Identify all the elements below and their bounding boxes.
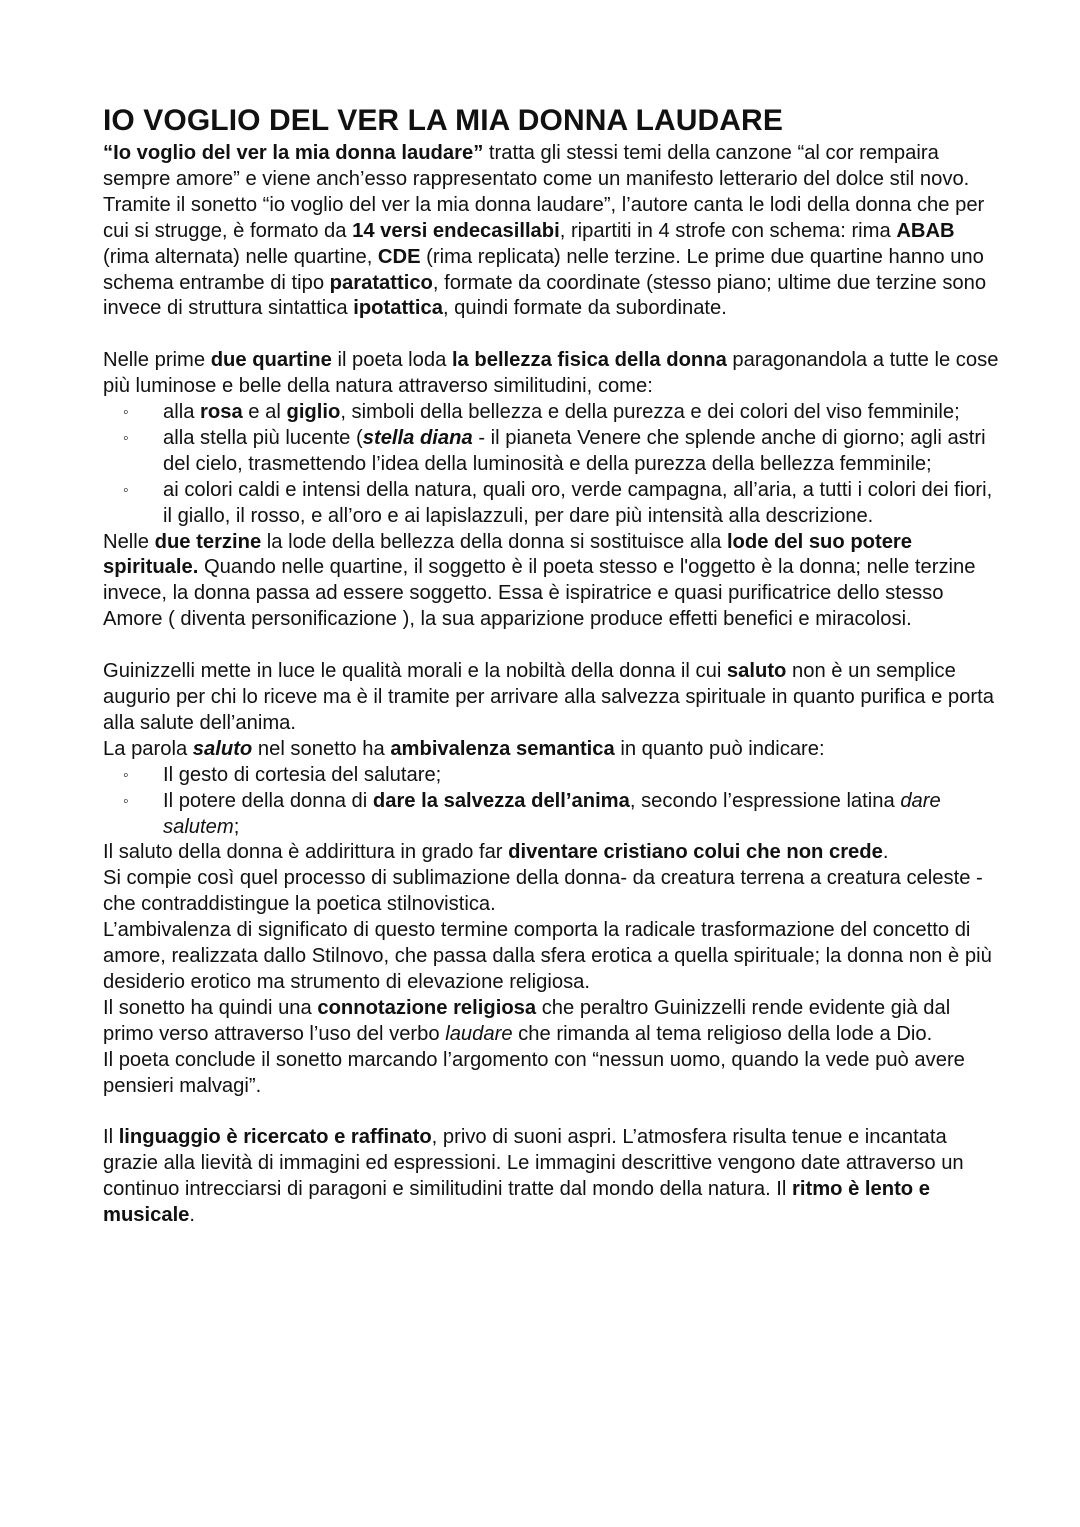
intro-paragraph-2: Tramite il sonetto “io voglio del ver la mia donna laudare”, l’autore canta le lodi della donna che per cui si strugge, è formato da 14 versi endecasillabi, ripartiti in 4 strofe con schema: rima ABAB (rima alternata) nelle quartine, CDE (rima replicata) nelle terzine. Le prime due quartine hanno uno schema entrambe di tipo paratattico, formate da coordinate (stesso piano; ultime due terzine sono invece di struttura sintattica ipotattica, quindi formate da subordinate. bbox=[103, 193, 987, 320]
terzine-paragraph: Nelle due terzine la lode della bellezza della donna si sostituisce alla lode del suo potere spirituale. Quando nelle quartine, il soggetto è il poeta stesso e l'oggetto è la donna; nelle terzine invece, la donna passa ad essere soggetto. Essa è ispiratrice e quasi purificatrice dello stesso Amore ( diventa personificazione ), la sua apparizione produce effetti benefici e miracolosi. bbox=[103, 530, 976, 631]
bullet-icon: ◦ bbox=[123, 481, 129, 499]
list-item: ◦ ai colori caldi e intensi della natura, quali oro, verde campagna, all’aria, a tutti i colori dei fiori, il giallo, il rosso, e all’oro e ai lapislazzuli, per dare più intensità alla descrizione. bbox=[123, 478, 993, 527]
quartine-list bbox=[103, 400, 1003, 530]
page-title: IO VOGLIO DEL VER LA MIA DONNA LAUDARE bbox=[103, 104, 783, 137]
bullet-icon: ◦ bbox=[123, 766, 129, 784]
saluto-paragraph-2: La parola saluto nel sonetto ha ambivalenza semantica in quanto può indicare: bbox=[103, 737, 825, 760]
bullet-icon: ◦ bbox=[123, 792, 129, 810]
list-item: ◦ Il gesto di cortesia del salutare; bbox=[103, 763, 1003, 789]
saluto-paragraph-7: Il poeta conclude il sonetto marcando l’argomento con “nessun uomo, quando la vede può avere pensieri malvagi”. bbox=[103, 1048, 965, 1097]
paragraph-spacer bbox=[103, 322, 1003, 348]
saluto-paragraph-5: L’ambivalenza di significato di questo termine comporta la radicale trasformazione del concetto di amore, realizzata dallo Stilnovo, che passa dalla sfera erotica a quella spirituale; la donna non è più desiderio erotico ma strumento di elevazione religiosa. bbox=[103, 919, 992, 993]
bullet-icon: ◦ bbox=[123, 404, 129, 422]
saluto-list bbox=[103, 763, 1003, 841]
saluto-paragraph-6: Il sonetto ha quindi una connotazione religiosa che peraltro Guinizzelli rende evidente già dal primo verso attraverso l’uso del verbo laudare che rimanda al tema religioso della lode a Dio. bbox=[103, 996, 951, 1045]
intro-paragraph-1: “Io voglio del ver la mia donna laudare” tratta gli stessi temi della canzone “al cor rempaira sempre amore” e viene anch’esso rappresentato come un manifesto letterario del dolce stil novo. bbox=[103, 142, 970, 190]
saluto-paragraph-3: Il saluto della donna è addirittura in grado far diventare cristiano colui che non crede. bbox=[103, 841, 889, 864]
saluto-paragraph-4: Si compie così quel processo di sublimazione della donna- da creatura terrena a creatura celeste - che contraddistingue la poetica stilnovistica. bbox=[103, 867, 983, 916]
intro-bold-title: “Io voglio del ver la mia donna laudare” bbox=[103, 142, 484, 164]
bullet-icon: ◦ bbox=[123, 429, 129, 447]
paragraph-spacer bbox=[103, 1100, 1003, 1126]
linguaggio-paragraph: Il linguaggio è ricercato e raffinato, privo di suoni aspri. L’atmosfera risulta tenue e incantata grazie alla lievità di immagini ed espressioni. Le immagini descrittive vengono date attraverso un continuo intrecciarsi di paragoni e similitudini tratte dal mondo della natura. Il ritmo è lento e musicale. bbox=[103, 1126, 964, 1227]
list-item: ◦ Il potere della donna di dare la salvezza dell’anima, secondo l’espressione latina dare salutem; bbox=[123, 789, 941, 838]
list-item: ◦ alla rosa e al giglio, simboli della bellezza e della purezza e dei colori del viso femminile; bbox=[103, 400, 1003, 426]
paragraph-spacer bbox=[103, 633, 1003, 659]
quartine-paragraph: Nelle prime due quartine il poeta loda la bellezza fisica della donna paragonandola a tutte le cose più luminose e belle della natura attraverso similitudini, come: bbox=[103, 349, 999, 398]
list-item: ◦ alla stella più lucente (stella diana - il pianeta Venere che splende anche di giorno; agli astri del cielo, trasmettendo l’idea della luminosità e della purezza della bellezza femminile; bbox=[123, 426, 986, 475]
document-page bbox=[103, 104, 1003, 1229]
saluto-paragraph-1: Guinizzelli mette in luce le qualità morali e la nobiltà della donna il cui saluto non è un semplice augurio per chi lo riceve ma è il tramite per arrivare alla salvezza spirituale in quanto purifica e porta alla salute dell’anima. bbox=[103, 660, 994, 734]
